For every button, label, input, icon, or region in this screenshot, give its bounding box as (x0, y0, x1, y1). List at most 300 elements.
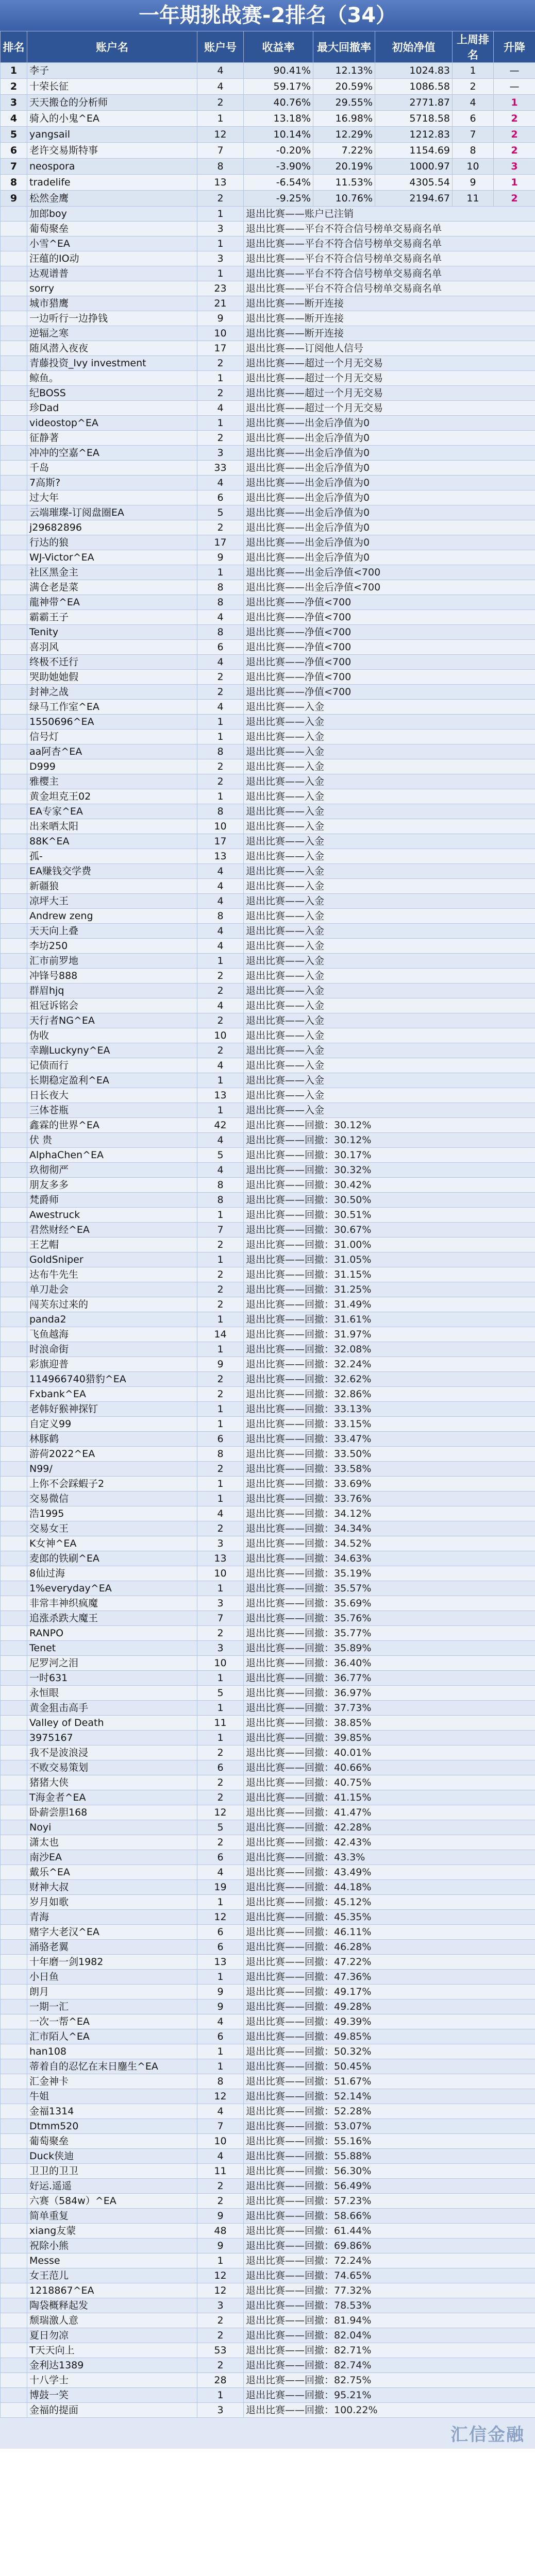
account-name-cell: 葡萄聚垒 (27, 2134, 197, 2149)
status-note-cell: 退出比赛——回撤：44.18% (244, 1880, 535, 1895)
rank-cell (1, 1701, 27, 1716)
rank-cell (1, 595, 27, 610)
table-row (1, 1163, 535, 1178)
account-no-cell: 42 (197, 1118, 244, 1133)
table-row (1, 1745, 535, 1760)
account-name-cell: 伪收 (27, 1028, 197, 1043)
account-name-cell: 金福的提面 (27, 2403, 197, 2418)
status-note-cell: 退出比赛——超过一个月无交易 (244, 401, 535, 416)
account-no-cell: 8 (197, 2074, 244, 2089)
account-no-cell: 1 (197, 1312, 244, 1327)
account-no-cell: 7 (197, 1611, 244, 1626)
table-row (1, 1671, 535, 1686)
table-row (1, 1775, 535, 1790)
watermark-logo: 汇信金融 (450, 2425, 525, 2445)
status-note-cell: 退出比赛——入金 (244, 998, 535, 1013)
change-cell: 2 (494, 127, 535, 143)
account-name-cell: 1550696^EA (27, 715, 197, 730)
rank-cell (1, 236, 27, 251)
status-note-cell: 退出比赛——回撤：31.49% (244, 1297, 535, 1312)
table-row (1, 1447, 535, 1462)
account-name-cell: Awestruck (27, 1208, 197, 1223)
status-note-cell: 退出比赛——回撤：30.32% (244, 1163, 535, 1178)
account-no-cell: 2 (197, 774, 244, 789)
account-no-cell: 2 (197, 1282, 244, 1297)
header-return: 收益率 (244, 31, 313, 63)
table-row (1, 2149, 535, 2164)
account-name-cell: 潇太也 (27, 1835, 197, 1850)
account-name-cell: GoldSniper (27, 1252, 197, 1267)
rank-cell (1, 1402, 27, 1417)
table-row (1, 550, 535, 565)
table-row (1, 2253, 535, 2268)
account-name-cell: 青海 (27, 1910, 197, 1925)
account-name-cell: 卫卫的卫卫 (27, 2164, 197, 2179)
rank-cell (1, 401, 27, 416)
account-no-cell: 12 (197, 1910, 244, 1925)
rank-cell (1, 2164, 27, 2179)
rank-cell (1, 744, 27, 759)
last-rank-cell: 7 (453, 127, 494, 143)
account-no-cell: 4 (197, 1058, 244, 1073)
table-row (1, 326, 535, 341)
status-note-cell: 退出比赛——回撤：35.76% (244, 1611, 535, 1626)
account-name-cell: 云端璀璨-订阅盘圈EA (27, 505, 197, 520)
account-name-cell: 达观谱普 (27, 266, 197, 281)
rank-cell (1, 1626, 27, 1641)
rank-cell (1, 1447, 27, 1462)
table-row (1, 1521, 535, 1536)
status-note-cell: 退出比赛——回撤：35.57% (244, 1581, 535, 1596)
return-cell: 59.17% (244, 79, 313, 95)
status-note-cell: 退出比赛——回撤：34.12% (244, 1506, 535, 1521)
account-name-cell: Tenet (27, 1641, 197, 1656)
account-name-cell: 卧薪尝胆168 (27, 1805, 197, 1820)
table-row (1, 1417, 535, 1432)
status-note-cell: 退出比赛——回撤：40.75% (244, 1775, 535, 1790)
account-name-cell: 一期一汇 (27, 1999, 197, 2014)
account-name-cell: yangsail (27, 127, 197, 143)
account-no-cell: 6 (197, 640, 244, 655)
status-note-cell: 退出比赛——入金 (244, 1103, 535, 1118)
table-row (1, 2134, 535, 2149)
account-name-cell: 逆辐之寒 (27, 326, 197, 341)
account-no-cell: 2 (197, 2358, 244, 2373)
account-name-cell: 朋友多多 (27, 1178, 197, 1193)
table-row (1, 1178, 535, 1193)
account-no-cell: 10 (197, 1028, 244, 1043)
status-note-cell: 退出比赛——入金 (244, 1058, 535, 1073)
account-no-cell: 2 (197, 685, 244, 700)
account-no-cell: 12 (197, 2283, 244, 2298)
rank-cell (1, 2014, 27, 2029)
table-row (1, 1372, 535, 1387)
account-name-cell: 行达的狼 (27, 535, 197, 550)
rank-cell (1, 730, 27, 744)
rank-cell: 7 (1, 159, 27, 175)
status-note-cell: 退出比赛——出金后净值<700 (244, 580, 535, 595)
rank-cell (1, 1148, 27, 1163)
status-note-cell: 退出比赛——净值<700 (244, 655, 535, 670)
status-note-cell: 退出比赛——入金 (244, 1043, 535, 1058)
rank-cell: 1 (1, 63, 27, 79)
table-row (1, 595, 535, 610)
account-no-cell: 2 (197, 2194, 244, 2209)
rank-cell (1, 640, 27, 655)
account-name-cell: tradelife (27, 175, 197, 191)
rank-cell (1, 2373, 27, 2388)
footer (0, 2418, 535, 2449)
account-name-cell: 梵爵师 (27, 1193, 197, 1208)
status-note-cell: 退出比赛——回撤：72.24% (244, 2253, 535, 2268)
account-no-cell: 9 (197, 550, 244, 565)
rank-cell (1, 894, 27, 909)
rank-cell (1, 1462, 27, 1477)
rank-cell (1, 774, 27, 789)
account-no-cell: 1 (197, 1492, 244, 1506)
table-row (1, 1058, 535, 1073)
account-no-cell: 1 (197, 371, 244, 386)
account-name-cell: Fxbank^EA (27, 1387, 197, 1402)
account-name-cell: 非常丰神织疯魔 (27, 1596, 197, 1611)
status-note-cell: 退出比赛——出金后净值为0 (244, 550, 535, 565)
last-rank-cell: 8 (453, 143, 494, 159)
status-note-cell: 退出比赛——回撤：53.07% (244, 2119, 535, 2134)
status-note-cell: 退出比赛——回撤：81.94% (244, 2313, 535, 2328)
account-no-cell: 9 (197, 311, 244, 326)
status-note-cell: 退出比赛——回撤：43.3% (244, 1850, 535, 1865)
account-no-cell: 13 (197, 1551, 244, 1566)
table-row (1, 1118, 535, 1133)
rank-cell (1, 1999, 27, 2014)
status-note-cell: 退出比赛——回撤：82.04% (244, 2328, 535, 2343)
rank-cell (1, 1716, 27, 1731)
status-note-cell: 退出比赛——入金 (244, 700, 535, 715)
initial-nav-cell: 1024.83 (375, 63, 453, 79)
status-note-cell: 退出比赛——回撤：34.34% (244, 1521, 535, 1536)
rank-cell (1, 266, 27, 281)
account-name-cell: Noyi (27, 1820, 197, 1835)
account-name-cell: 上你不会踩蝦子2 (27, 1477, 197, 1492)
status-note-cell: 退出比赛——入金 (244, 894, 535, 909)
status-note-cell: 退出比赛——入金 (244, 1073, 535, 1088)
account-no-cell: 7 (197, 2119, 244, 2134)
table-row (1, 1148, 535, 1163)
account-name-cell: 长期稳定盈利^EA (27, 1073, 197, 1088)
account-name-cell: 日长夜大 (27, 1088, 197, 1103)
rank-cell (1, 685, 27, 700)
table-row (1, 610, 535, 625)
table-row (1, 715, 535, 730)
account-name-cell: 凉坪大王 (27, 894, 197, 909)
status-note-cell: 退出比赛——回撤：69.86% (244, 2239, 535, 2253)
account-name-cell: 蒂着自的忍忆在末日鏖生^EA (27, 2059, 197, 2074)
status-note-cell: 退出比赛——超过一个月无交易 (244, 386, 535, 401)
account-name-cell: 玖彻彻严 (27, 1163, 197, 1178)
table-row (1, 1402, 535, 1417)
account-no-cell: 1 (197, 111, 244, 127)
account-name-cell: Messe (27, 2253, 197, 2268)
account-name-cell: 绿马工作室^EA (27, 700, 197, 715)
rank-cell (1, 1955, 27, 1970)
status-note-cell: 退出比赛——回撤：42.28% (244, 1820, 535, 1835)
max-drawdown-cell: 20.59% (313, 79, 375, 95)
account-no-cell: 1 (197, 565, 244, 580)
account-no-cell: 6 (197, 1940, 244, 1955)
table-row (1, 1701, 535, 1716)
status-note-cell: 退出比赛——回撤：95.21% (244, 2388, 535, 2403)
table-row (1, 1925, 535, 1940)
rank-cell (1, 924, 27, 939)
account-name-cell: 纪BOSS (27, 386, 197, 401)
table-row (1, 1820, 535, 1835)
account-no-cell: 12 (197, 2089, 244, 2104)
initial-nav-cell: 1212.83 (375, 127, 453, 143)
header-account-no: 账户号 (197, 31, 244, 63)
account-name-cell: 三体苍瓶 (27, 1103, 197, 1118)
status-note-cell: 退出比赛——账户已注销 (244, 207, 535, 222)
account-name-cell: 一边听行一边挣钱 (27, 311, 197, 326)
account-name-cell: N99/ (27, 1462, 197, 1477)
table-row (1, 401, 535, 416)
status-note-cell: 退出比赛——净值<700 (244, 670, 535, 685)
account-name-cell: 交易女王 (27, 1521, 197, 1536)
table-row (1, 2209, 535, 2224)
status-note-cell: 退出比赛——回撤：57.23% (244, 2194, 535, 2209)
table-row (1, 341, 535, 356)
rank-cell (1, 2074, 27, 2089)
initial-nav-cell: 4305.54 (375, 175, 453, 191)
account-name-cell: 出来晒太阳 (27, 819, 197, 834)
account-no-cell: 1 (197, 1970, 244, 1985)
account-name-cell: 南沙EA (27, 1850, 197, 1865)
account-name-cell: 君然财经^EA (27, 1223, 197, 1238)
account-name-cell: sorry (27, 281, 197, 296)
status-note-cell: 退出比赛——净值<700 (244, 595, 535, 610)
status-note-cell: 退出比赛——出金后净值为0 (244, 520, 535, 535)
account-name-cell: 3975167 (27, 1731, 197, 1745)
status-note-cell: 退出比赛——出金后净值为0 (244, 431, 535, 446)
last-rank-cell: 11 (453, 191, 494, 207)
account-no-cell: 6 (197, 490, 244, 505)
status-note-cell: 退出比赛——入金 (244, 969, 535, 984)
table-row (1, 1432, 535, 1447)
account-name-cell: 好运.遥遥 (27, 2179, 197, 2194)
account-no-cell: 5 (197, 505, 244, 520)
rank-cell (1, 1252, 27, 1267)
status-note-cell: 退出比赛——回撤：56.49% (244, 2179, 535, 2194)
status-note-cell: 退出比赛——回撤：31.15% (244, 1267, 535, 1282)
table-row (1, 1656, 535, 1671)
account-name-cell: EA专家^EA (27, 804, 197, 819)
account-no-cell: 8 (197, 1178, 244, 1193)
status-note-cell: 退出比赛——回撤：47.22% (244, 1955, 535, 1970)
rank-cell (1, 2253, 27, 2268)
rank-cell (1, 1775, 27, 1790)
rank-cell (1, 1940, 27, 1955)
status-note-cell: 退出比赛——回撤：30.17% (244, 1148, 535, 1163)
status-note-cell: 退出比赛——回撤：40.66% (244, 1760, 535, 1775)
rank-cell (1, 386, 27, 401)
table-row (1, 222, 535, 236)
account-name-cell: 终极不迁行 (27, 655, 197, 670)
rank-cell (1, 1611, 27, 1626)
account-no-cell: 17 (197, 341, 244, 356)
table-row (1, 670, 535, 685)
account-name-cell: 封神之战 (27, 685, 197, 700)
table-row (1, 1297, 535, 1312)
account-no-cell: 1 (197, 1402, 244, 1417)
account-no-cell: 4 (197, 1506, 244, 1521)
account-name-cell: 骑入的小鬼^EA (27, 111, 197, 127)
account-no-cell: 1 (197, 1581, 244, 1596)
account-no-cell: 2 (197, 1835, 244, 1850)
table-row (1, 1252, 535, 1267)
account-name-cell: 陶袋概释起发 (27, 2298, 197, 2313)
account-no-cell: 1 (197, 1417, 244, 1432)
status-note-cell: 退出比赛——回撤：74.65% (244, 2268, 535, 2283)
account-no-cell: 1 (197, 416, 244, 431)
account-no-cell: 1 (197, 1477, 244, 1492)
rank-cell (1, 1865, 27, 1880)
status-note-cell: 退出比赛——回撤：31.00% (244, 1238, 535, 1252)
rank-cell (1, 700, 27, 715)
rank-cell: 6 (1, 143, 27, 159)
rank-cell (1, 2119, 27, 2134)
rank-cell (1, 998, 27, 1013)
rank-cell (1, 1656, 27, 1671)
account-name-cell: 群眉hjq (27, 984, 197, 998)
account-name-cell: 冲冲的空嘉^EA (27, 446, 197, 461)
account-no-cell: 17 (197, 535, 244, 550)
account-no-cell: 6 (197, 1850, 244, 1865)
rank-cell (1, 2313, 27, 2328)
rank-cell (1, 550, 27, 565)
max-drawdown-cell: 29.55% (313, 95, 375, 111)
status-note-cell: 退出比赛——回撤：35.77% (244, 1626, 535, 1641)
max-drawdown-cell: 12.13% (313, 63, 375, 79)
rank-cell (1, 2104, 27, 2119)
status-note-cell: 退出比赛——回撤：30.51% (244, 1208, 535, 1223)
rank-cell (1, 1671, 27, 1686)
table-row (1, 2373, 535, 2388)
rank-cell: 4 (1, 111, 27, 127)
rank-cell (1, 1058, 27, 1073)
account-no-cell: 3 (197, 1536, 244, 1551)
rank-cell (1, 1133, 27, 1148)
status-note-cell: 退出比赛——回撤：33.58% (244, 1462, 535, 1477)
account-name-cell: 博鼓一笑 (27, 2388, 197, 2403)
account-name-cell: 岁月如歌 (27, 1895, 197, 1910)
status-note-cell: 退出比赛——回撤：45.35% (244, 1910, 535, 1925)
account-name-cell: 牛姐 (27, 2089, 197, 2104)
account-name-cell: 千岛 (27, 461, 197, 476)
account-no-cell: 2 (197, 191, 244, 207)
rank-cell (1, 2343, 27, 2358)
table-row (1, 1596, 535, 1611)
table-row (1, 1880, 535, 1895)
table-row (1, 2179, 535, 2194)
table-row (1, 685, 535, 700)
account-name-cell: 李坊250 (27, 939, 197, 954)
status-note-cell: 退出比赛——回撤：32.86% (244, 1387, 535, 1402)
change-cell: 3 (494, 159, 535, 175)
account-no-cell: 7 (197, 143, 244, 159)
account-no-cell: 5 (197, 1148, 244, 1163)
table-row (1, 2044, 535, 2059)
table-row (1, 1342, 535, 1357)
table-row (1, 1970, 535, 1985)
last-rank-cell: 10 (453, 159, 494, 175)
account-no-cell: 13 (197, 1955, 244, 1970)
status-note-cell: 退出比赛——回撤：46.11% (244, 1925, 535, 1940)
table-row (1, 1835, 535, 1850)
account-name-cell: 不败交易策划 (27, 1760, 197, 1775)
table-row (1, 789, 535, 804)
account-name-cell: 雅樱主 (27, 774, 197, 789)
table-row (1, 640, 535, 655)
status-note-cell: 退出比赛——入金 (244, 744, 535, 759)
status-note-cell: 退出比赛——回撤：31.05% (244, 1252, 535, 1267)
last-rank-cell: 2 (453, 79, 494, 95)
status-note-cell: 退出比赛——订阅他人信号 (244, 341, 535, 356)
account-no-cell: 4 (197, 610, 244, 625)
status-note-cell: 退出比赛——回撤：36.77% (244, 1671, 535, 1686)
status-note-cell: 退出比赛——回撤：41.15% (244, 1790, 535, 1805)
account-no-cell: 3 (197, 1596, 244, 1611)
account-no-cell: 6 (197, 1432, 244, 1447)
initial-nav-cell: 2194.67 (375, 191, 453, 207)
account-no-cell: 2 (197, 95, 244, 111)
account-name-cell: 龍神带^EA (27, 595, 197, 610)
table-row (1, 1088, 535, 1103)
status-note-cell: 退出比赛——回撤：50.45% (244, 2059, 535, 2074)
account-name-cell: 8仙过海 (27, 1566, 197, 1581)
rank-cell (1, 565, 27, 580)
rank-cell (1, 1641, 27, 1656)
rank-cell (1, 2403, 27, 2418)
rank-cell (1, 431, 27, 446)
table-row (1, 1208, 535, 1223)
rank-cell (1, 1103, 27, 1118)
account-name-cell: 颓瑞激人意 (27, 2313, 197, 2328)
rank-cell (1, 1850, 27, 1865)
status-note-cell: 退出比赛——回撤：30.12% (244, 1118, 535, 1133)
status-note-cell: 退出比赛——平台不符合信号榜单交易商名单 (244, 222, 535, 236)
account-no-cell: 2 (197, 2313, 244, 2328)
account-no-cell: 9 (197, 1999, 244, 2014)
table-row (1, 2298, 535, 2313)
table-row (1, 2283, 535, 2298)
rank-cell (1, 1223, 27, 1238)
account-no-cell: 9 (197, 2239, 244, 2253)
account-no-cell: 4 (197, 700, 244, 715)
status-note-cell: 退出比赛——入金 (244, 879, 535, 894)
rank-cell: 5 (1, 127, 27, 143)
change-cell: 1 (494, 95, 535, 111)
account-name-cell: 伏 贵 (27, 1133, 197, 1148)
table-row (1, 804, 535, 819)
table-row (1, 2313, 535, 2328)
change-cell: 2 (494, 143, 535, 159)
table-row (1, 730, 535, 744)
account-no-cell: 21 (197, 296, 244, 311)
account-name-cell: D999 (27, 759, 197, 774)
table-row (1, 461, 535, 476)
account-no-cell: 1 (197, 2044, 244, 2059)
rank-cell (1, 2134, 27, 2149)
account-no-cell: 53 (197, 2343, 244, 2358)
